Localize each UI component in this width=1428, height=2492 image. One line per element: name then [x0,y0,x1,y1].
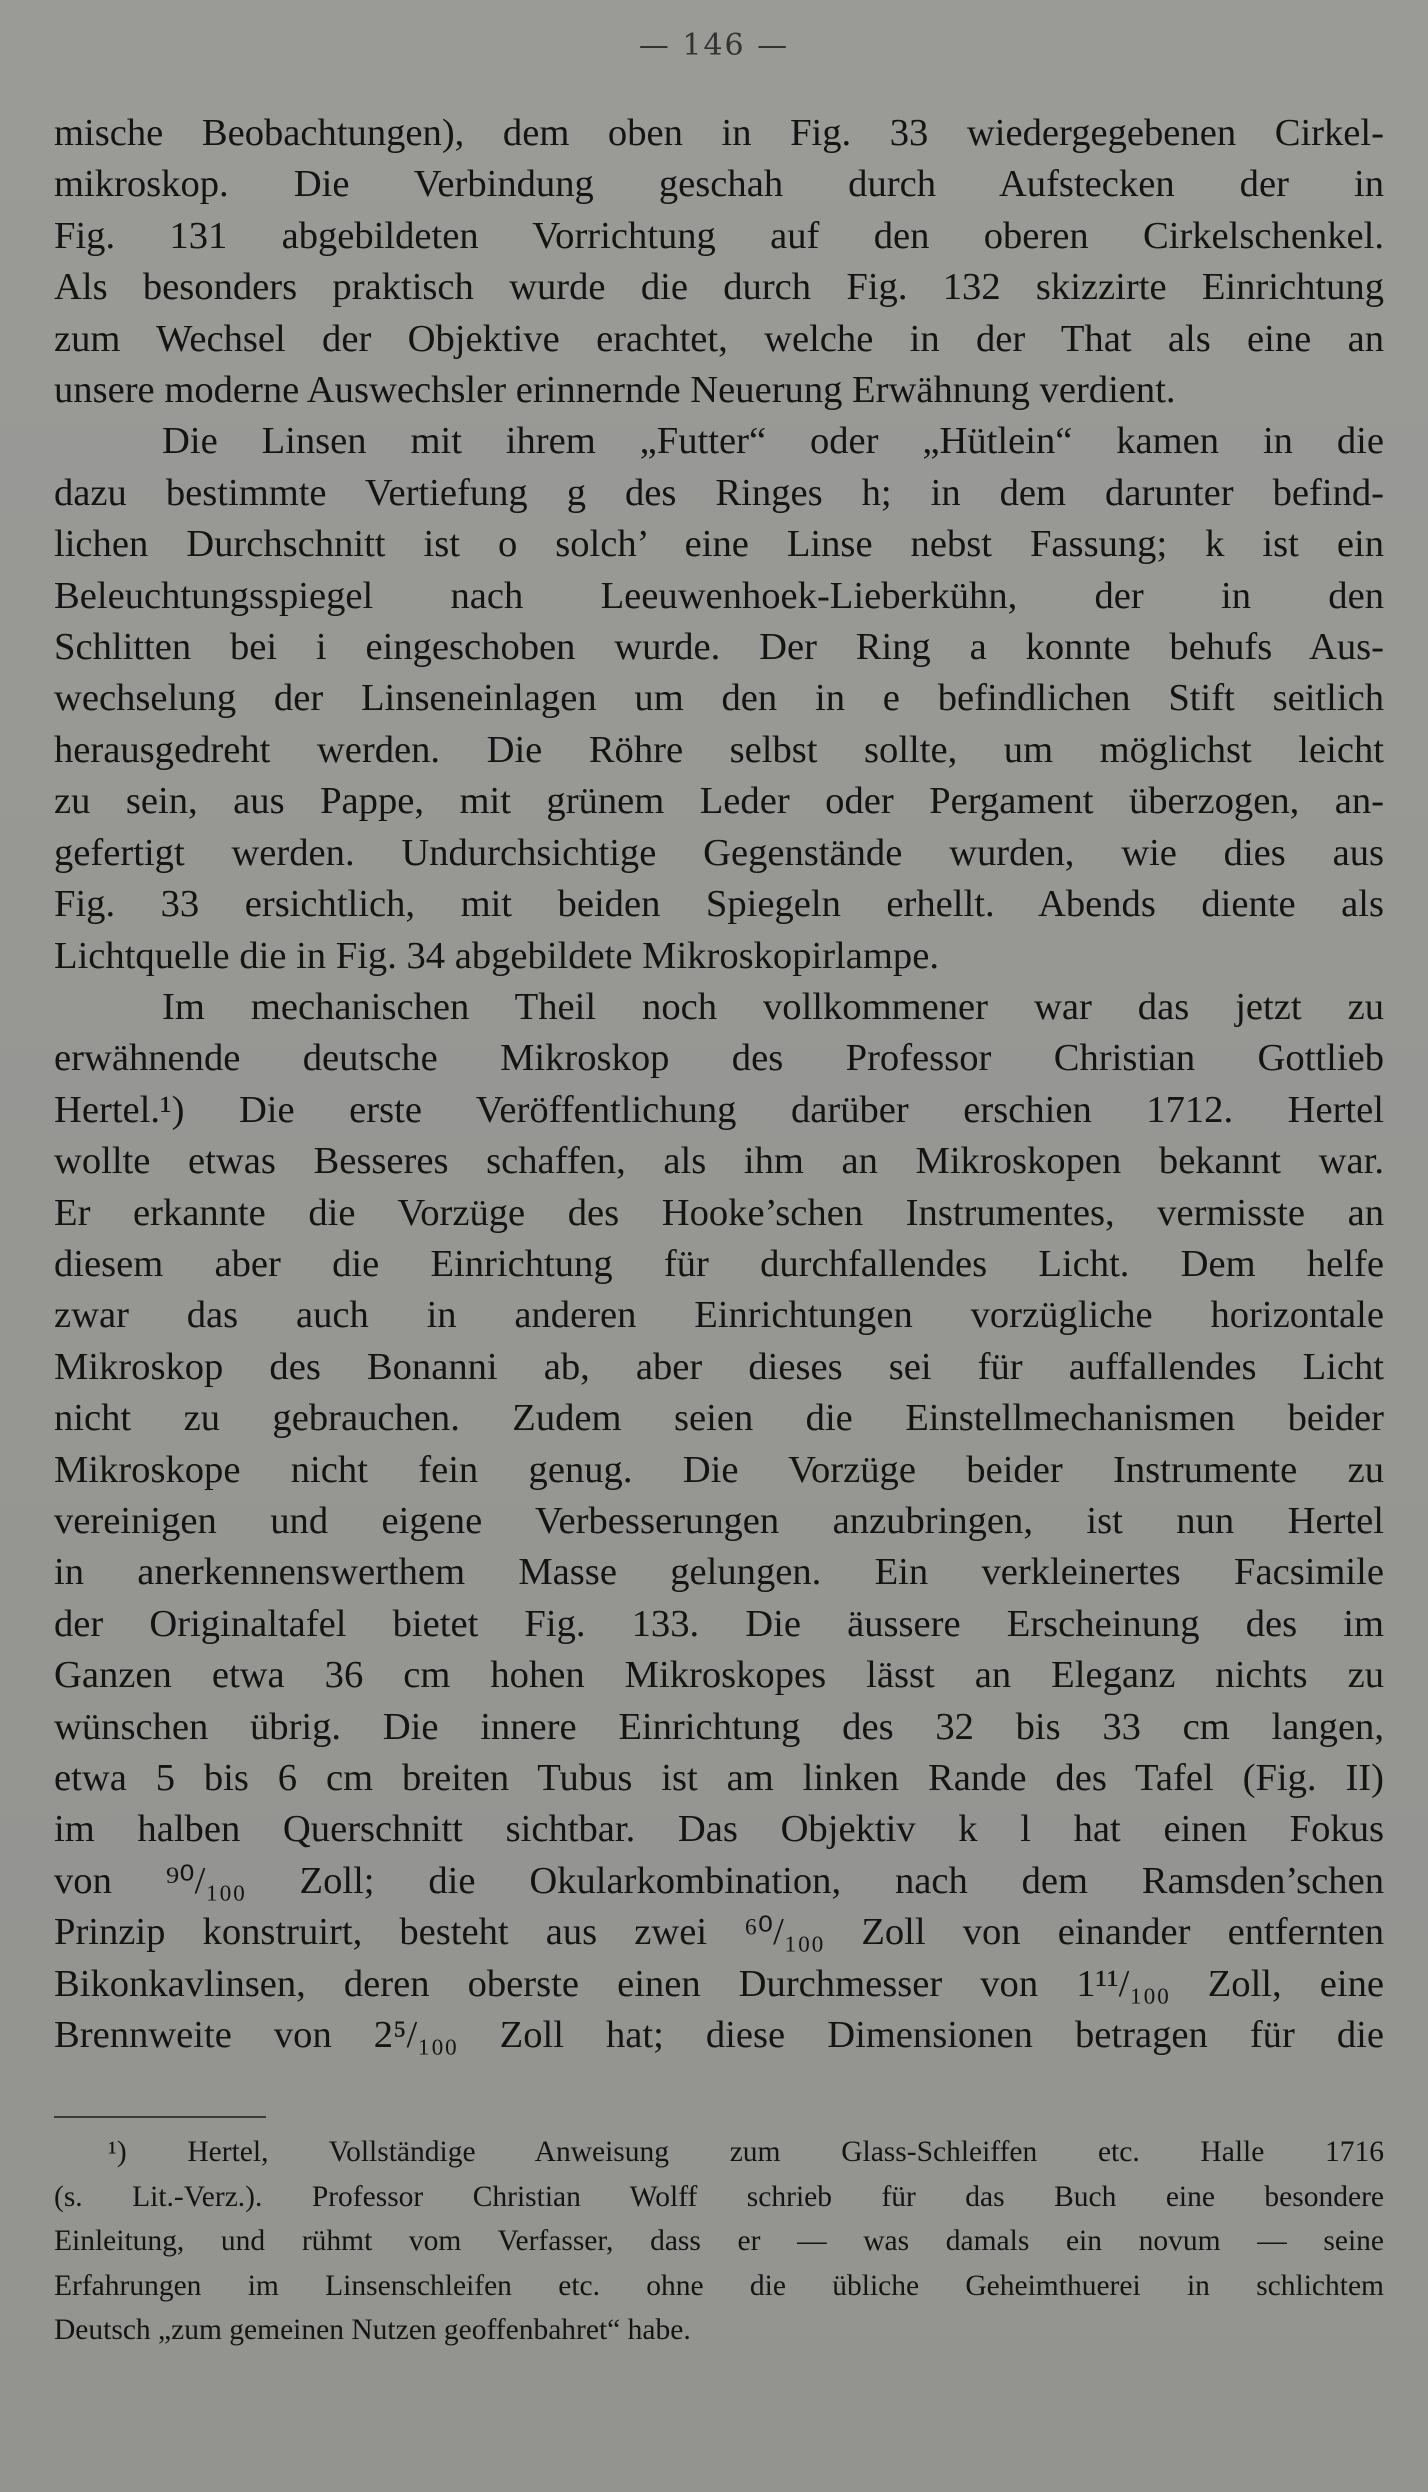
footnote-line: ¹) Hertel, Vollständige Anweisung zum Glass-Schleiffen etc. Halle 1716 [108,2136,1384,2168]
text-line: zum Wechsel der Objektive erachtet, welche in der That als eine an [54,317,1384,360]
footnote-line: (s. Lit.-Verz.). Professor Christian Wolff schrieb für das Buch eine besondere [54,2180,1384,2213]
text-line: zu sein, aus Pappe, mit grünem Leder oder Pergament überzogen, an- [54,780,1384,823]
text-line: mikroskop. Die Verbindung geschah durch Aufstecken der in [54,163,1384,206]
text-line: Mikroskope nicht fein genug. Die Vorzüge beider Instrumente zu [54,1448,1384,1491]
text-line: wünschen übrig. Die innere Einrichtung des 32 bis 33 cm langen, [54,1705,1384,1748]
text-line: Fig. 33 ersichtlich, mit beiden Spiegeln erhellt. Abends diente als [54,883,1384,926]
text-line: lichen Durchschnitt ist o solch’ eine Linse nebst Fassung; k ist ein [54,523,1384,566]
text-line: Beleuchtungsspiegel nach Leeuwenhoek-Lieberkühn, der in den [54,574,1384,617]
text-line: Er erkannte die Vorzüge des Hooke’schen Instrumentes, vermisste an [54,1191,1384,1234]
footnote-line: Erfahrungen im Linsenschleifen etc. ohne die übliche Geheimthuerei in schlichtem [54,2269,1384,2302]
text-line: Im mechanischen Theil noch vollkommener war das jetzt zu [162,985,1384,1028]
text-line: der Originaltafel bietet Fig. 133. Die äussere Erscheinung des im [54,1602,1384,1645]
text-line: herausgedreht werden. Die Röhre selbst sollte, um möglichst leicht [54,728,1384,771]
footnote-line: Deutsch „zum gemeinen Nutzen geoffenbahret“ habe. [54,2314,691,2346]
footnote-line: Einleitung, und rühmt vom Verfasser, dass er — was damals ein novum — seine [54,2225,1384,2257]
footnote-divider [54,2116,266,2118]
text-line: im halben Querschnitt sichtbar. Das Objektiv k l hat einen Fokus [54,1808,1384,1851]
text-line: Die Linsen mit ihrem „Futter“ oder „Hütlein“ kamen in die [162,420,1384,463]
paragraph-1 [54,108,1384,416]
text-line: von ⁹⁰/₁₀₀ Zoll; die Okularkombination, nach dem Ramsden’schen [54,1859,1384,1902]
footnote [54,2130,1384,2353]
text-line: wollte etwas Besseres schaffen, als ihm an Mikroskopen bekannt war. [54,1140,1384,1183]
text-line: Bikonkavlinsen, deren oberste einen Durchmesser von 1¹¹/₁₀₀ Zoll, eine [54,1962,1384,2005]
body-text [54,108,1384,2061]
text-line: etwa 5 bis 6 cm breiten Tubus ist am linken Rande des Tafel (Fig. II) [54,1757,1384,1799]
text-line: mische Beobachtungen), dem oben in Fig. 33 wiedergegebenen Cirkel- [54,112,1384,154]
text-line: Schlitten bei i eingeschoben wurde. Der Ring a konnte behufs Aus- [54,626,1384,669]
text-line: nicht zu gebrauchen. Zudem seien die Einstellmechanismen beider [54,1397,1384,1440]
text-line: Lichtquelle die in Fig. 34 abgebildete Mikroskopirlampe. [54,934,939,977]
text-line: Hertel.¹) Die erste Veröffentlichung darüber erschien 1712. Hertel [54,1088,1384,1131]
text-line: wechselung der Linseneinlagen um den in e befindlichen Stift seitlich [54,677,1384,720]
paragraph-2 [54,416,1384,981]
text-line: Ganzen etwa 36 cm hohen Mikroskopes lässt an Eleganz nichts zu [54,1654,1384,1697]
text-line: in anerkennenswerthem Masse gelungen. Ein verkleinertes Facsimile [54,1551,1384,1594]
text-line: Als besonders praktisch wurde die durch Fig. 132 skizzirte Einrichtung [54,266,1384,309]
paragraph-3 [54,982,1384,2062]
text-line: gefertigt werden. Undurchsichtige Gegenstände wurden, wie dies aus [54,831,1384,874]
page-number: — 146 — [638,28,790,63]
text-line: erwähnende deutsche Mikroskop des Professor Christian Gottlieb [54,1037,1384,1080]
text-line: Brennweite von 2⁵/₁₀₀ Zoll hat; diese Dimensionen betragen für die [54,2014,1384,2057]
text-line: zwar das auch in anderen Einrichtungen vorzügliche horizontale [54,1294,1384,1337]
text-line: vereinigen und eigene Verbesserungen anzubringen, ist nun Hertel [54,1499,1384,1542]
text-line: Mikroskop des Bonanni ab, aber dieses sei für auffallendes Licht [54,1345,1384,1388]
text-line: Prinzip konstruirt, besteht aus zwei ⁶⁰/₁₀₀ Zoll von einander entfernten [54,1911,1384,1954]
text-line: Fig. 131 abgebildeten Vorrichtung auf den oberen Cirkelschenkel. [54,214,1384,257]
text-line: dazu bestimmte Vertiefung g des Ringes h; in dem darunter befind- [54,471,1384,514]
text-line: diesem aber die Einrichtung für durchfallendes Licht. Dem helfe [54,1242,1384,1285]
text-line: unsere moderne Auswechsler erinnernde Neuerung Erwähnung verdient. [54,369,1176,412]
